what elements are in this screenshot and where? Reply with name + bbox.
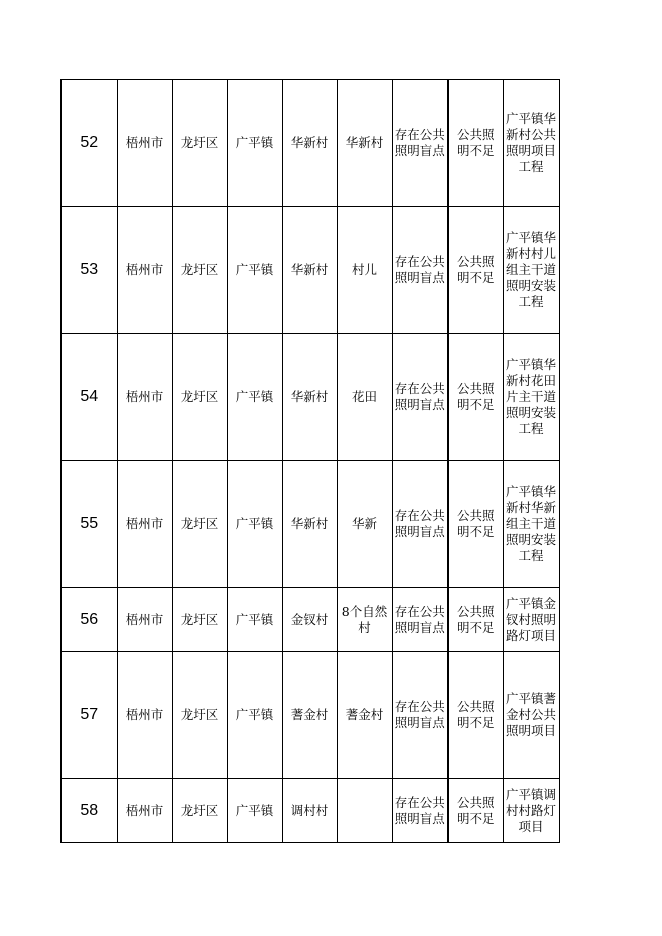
issue-cell: 存在公共照明盲点 xyxy=(392,207,448,334)
table-row xyxy=(61,334,559,461)
project-table xyxy=(60,79,560,843)
table-row xyxy=(61,207,559,334)
issue-cell: 存在公共照明盲点 xyxy=(392,588,448,652)
description-cell: 公共照明不足 xyxy=(448,461,503,588)
place-cell: 村儿 xyxy=(337,207,392,334)
project-cell: 广平镇华新村华新组主干道照明安装工程 xyxy=(503,461,559,588)
issue-cell: 存在公共照明盲点 xyxy=(392,80,448,207)
description-cell: 公共照明不足 xyxy=(448,207,503,334)
town-cell: 广平镇 xyxy=(227,334,282,461)
village-cell: 华新村 xyxy=(282,207,337,334)
district-cell: 龙圩区 xyxy=(172,461,227,588)
project-cell: 广平镇华新村村儿组主干道照明安装工程 xyxy=(503,207,559,334)
district-cell: 龙圩区 xyxy=(172,80,227,207)
city-cell: 梧州市 xyxy=(117,779,172,843)
town-cell: 广平镇 xyxy=(227,588,282,652)
row-number: 54 xyxy=(61,334,117,461)
table-row xyxy=(61,588,559,652)
issue-cell: 存在公共照明盲点 xyxy=(392,461,448,588)
project-cell: 广平镇调村村路灯项目 xyxy=(503,779,559,843)
city-cell: 梧州市 xyxy=(117,652,172,779)
place-cell: 华新村 xyxy=(337,80,392,207)
table-row xyxy=(61,80,559,207)
village-cell: 蓍金村 xyxy=(282,652,337,779)
town-cell: 广平镇 xyxy=(227,779,282,843)
description-cell: 公共照明不足 xyxy=(448,80,503,207)
place-cell: 花田 xyxy=(337,334,392,461)
project-cell: 广平镇金钗村照明路灯项目 xyxy=(503,588,559,652)
issue-cell: 存在公共照明盲点 xyxy=(392,334,448,461)
table-row xyxy=(61,779,559,843)
village-cell: 华新村 xyxy=(282,461,337,588)
place-cell: 华新 xyxy=(337,461,392,588)
row-number: 58 xyxy=(61,779,117,843)
row-number: 52 xyxy=(61,80,117,207)
city-cell: 梧州市 xyxy=(117,80,172,207)
city-cell: 梧州市 xyxy=(117,588,172,652)
city-cell: 梧州市 xyxy=(117,334,172,461)
district-cell: 龙圩区 xyxy=(172,779,227,843)
town-cell: 广平镇 xyxy=(227,80,282,207)
description-cell: 公共照明不足 xyxy=(448,334,503,461)
description-cell: 公共照明不足 xyxy=(448,652,503,779)
project-cell: 广平镇华新村公共照明项目工程 xyxy=(503,80,559,207)
village-cell: 调村村 xyxy=(282,779,337,843)
issue-cell: 存在公共照明盲点 xyxy=(392,779,448,843)
district-cell: 龙圩区 xyxy=(172,207,227,334)
project-cell: 广平镇蓍金村公共照明项目 xyxy=(503,652,559,779)
town-cell: 广平镇 xyxy=(227,461,282,588)
place-cell: 8个自然村 xyxy=(337,588,392,652)
village-cell: 华新村 xyxy=(282,80,337,207)
project-cell: 广平镇华新村花田片主干道照明安装工程 xyxy=(503,334,559,461)
description-cell: 公共照明不足 xyxy=(448,779,503,843)
city-cell: 梧州市 xyxy=(117,461,172,588)
row-number: 57 xyxy=(61,652,117,779)
table-row xyxy=(61,461,559,588)
town-cell: 广平镇 xyxy=(227,652,282,779)
district-cell: 龙圩区 xyxy=(172,334,227,461)
row-number: 53 xyxy=(61,207,117,334)
place-cell: 蓍金村 xyxy=(337,652,392,779)
issue-cell: 存在公共照明盲点 xyxy=(392,652,448,779)
city-cell: 梧州市 xyxy=(117,207,172,334)
table-row xyxy=(61,652,559,779)
village-cell: 华新村 xyxy=(282,334,337,461)
district-cell: 龙圩区 xyxy=(172,652,227,779)
district-cell: 龙圩区 xyxy=(172,588,227,652)
place-cell xyxy=(337,779,392,843)
row-number: 55 xyxy=(61,461,117,588)
row-number: 56 xyxy=(61,588,117,652)
village-cell: 金钗村 xyxy=(282,588,337,652)
description-cell: 公共照明不足 xyxy=(448,588,503,652)
town-cell: 广平镇 xyxy=(227,207,282,334)
